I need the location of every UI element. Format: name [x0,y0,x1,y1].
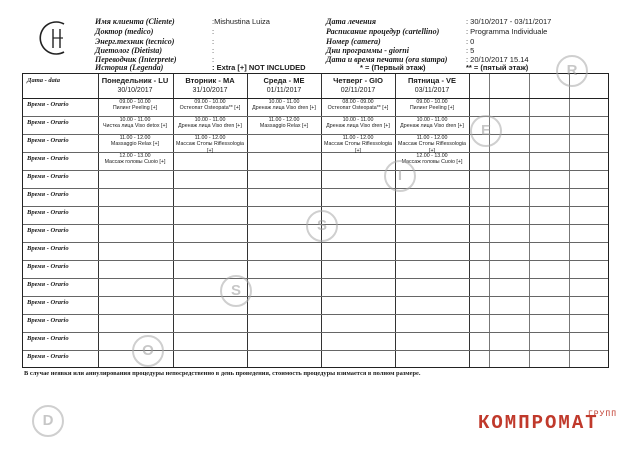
time-row-label: Время - Orario [27,227,69,234]
client-value: :Mishustina Luiza [212,17,270,26]
time-row-label: Время - Orario [27,317,69,324]
legend-label: История (Legenda) [95,63,164,72]
time-row-label: Время - Orario [27,263,69,270]
grid-hline [23,278,608,279]
grid-hline [23,188,608,189]
tech-value: : [212,37,215,46]
days-value: : 5 [466,46,475,55]
watermark-letter: D [32,405,64,437]
dates-label: Дата лечения [326,17,376,26]
grid-hline [23,206,608,207]
appointment-cell: 10.00 - 11.00 Чистка лица Viso detox [+] [102,117,168,130]
schedule-value: : Programma Individuale [466,27,548,36]
grid-vline [529,74,530,367]
time-row-label: Время - Orario [27,335,69,342]
grid-vline [569,74,570,367]
room-label: Номер (camera) [326,37,381,46]
diet-value: : [212,46,215,55]
time-row-label: Время - Orario [27,299,69,306]
corner-date-label: Дата - data [27,77,60,84]
day-date: 03/11/2017 [414,87,450,94]
time-row-label: Время - Orario [27,281,69,288]
appointment-cell: 09.00 - 10.00 Пилинг Peeling [+] [409,99,455,112]
time-row-label: Время - Orario [27,191,69,198]
appointment-cell: 09.00 - 10.00 Пилинг Peeling [+] [112,99,158,112]
appointment-cell: 09.00 - 10.00 Остеопат Osteopata** [+] [179,99,241,112]
day-date: 01/11/2017 [266,87,302,94]
schedule-label: Расписание процедур (cartellino) [326,27,440,36]
day-header: Понедельник - LU [101,76,169,85]
clinic-logo-icon [36,18,76,58]
day-date: 30/10/2017 [117,87,153,94]
brand-logo: КОМПРОМАТ [478,412,599,434]
dates-value: : 30/10/2017 - 03/11/2017 [466,17,552,26]
legend-value: : Extra [+] NOT INCLUDED [212,63,306,72]
appointment-cell: 10.00 - 11.00 Дренаж лица Viso dren [+] [326,117,390,130]
interpreter-value: : [212,55,215,64]
appointment-cell: 10.00 - 11.00 Дренаж лица Viso dren [+] [178,117,242,130]
day-header: Пятница - VE [407,76,457,85]
first-floor-note: * = (Первый этаж) [360,63,426,72]
day-header: Среда - ME [263,76,305,85]
doctor-value: : [212,27,215,36]
grid-hline [23,170,608,171]
grid-hline [23,296,608,297]
time-row-label: Время - Orario [27,119,69,126]
cancellation-note: В случае неявки или аннулирования процедуры непосредственно в день проведения, стоимость процедуры взимается в полном размере. [24,370,421,377]
watermark-letter: O [132,335,164,367]
grid-hline [23,314,608,315]
interpreter-label: Переводчик (Interprete) [95,55,177,64]
appointment-cell: 12.00 - 13.00 Массаж головы Cuoio [+] [104,153,166,166]
time-row-label: Время - Orario [27,173,69,180]
time-row-label: Время - Orario [27,245,69,252]
room-value: : 0 [466,37,475,46]
grid-vline [469,74,470,367]
watermark-letter: I [384,160,416,192]
print-time-label: Дата и время печати (ora stampa) [326,55,448,64]
appointment-cell: 10.00 - 11.00 Дренаж лица Viso dren [+] [252,99,316,112]
diet-label: Диетолог (Dietista) [95,46,162,55]
appointment-cell: 11.00 - 12.00 Massaggio Relax [+] [110,135,160,148]
time-row-label: Время - Orario [27,353,69,360]
grid-hline [23,332,608,333]
watermark-letter: S [220,275,252,307]
grid-hline [23,242,608,243]
appointment-cell: 11.00 - 12.00 Массаж Стопы Riflessologia [+] [398,135,466,154]
fifth-floor-note: ** = (пятый этаж) [466,63,529,72]
appointment-cell: 10.00 - 11.00 Дренаж лица Viso dren [+] [400,117,464,130]
appointment-cell: 08.00 - 09.00 Остеопат Osteopata** [+] [327,99,389,112]
grid-hline [23,350,608,351]
doctor-label: Доктор (medico) [95,27,154,36]
watermark-letter: R [556,55,588,87]
day-header: Вторник - MA [185,76,235,85]
watermark-letter: E [470,115,502,147]
appointment-cell: 12.00 - 13.00 Массаж головы Cuoio [+] [401,153,463,166]
time-row-label: Время - Orario [27,209,69,216]
tech-label: Энерг.техник (tecnico) [95,37,175,46]
day-header: Четверг - GIO [333,76,383,85]
time-row-label: Время - Orario [27,101,69,108]
appointment-cell: 11.00 - 12.00 Massaggio Relax [+] [259,117,309,130]
brand-subtitle: ГРУПП [588,410,618,419]
time-row-label: Время - Orario [27,137,69,144]
day-date: 02/11/2017 [340,87,376,94]
grid-hline [23,260,608,261]
appointment-cell: 11.00 - 12.00 Массаж Стопы Riflessologia [+] [176,135,244,154]
print-time-value: : 20/10/2017 15.14 [466,55,529,64]
day-date: 31/10/2017 [192,87,228,94]
time-row-label: Время - Orario [27,155,69,162]
client-label: Имя клиента (Cliente) [95,17,175,26]
watermark-letter: S [306,210,338,242]
appointment-cell: 11.00 - 12.00 Массаж Стопы Riflessologia [+] [324,135,392,154]
days-label: Дни программы - giorni [326,46,409,55]
